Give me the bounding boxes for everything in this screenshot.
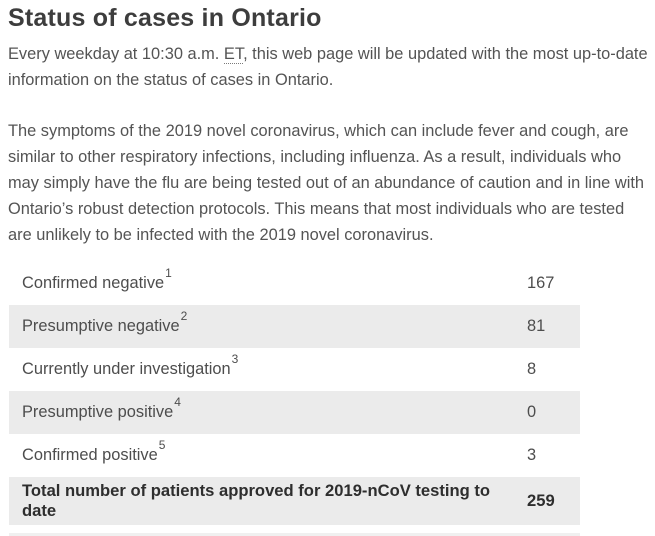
abbr-et: ET xyxy=(223,45,244,63)
total-row xyxy=(9,477,580,525)
intro-paragraph-1 xyxy=(8,41,652,93)
row-value: 0 xyxy=(527,403,537,421)
table-row xyxy=(9,391,580,434)
total-row-value: 259 xyxy=(527,491,555,510)
footnote-link[interactable]: 4 xyxy=(174,394,181,409)
table-row xyxy=(9,262,580,305)
row-label: Confirmed negative$^1$ xyxy=(22,265,172,292)
table-row xyxy=(9,348,580,391)
table-row xyxy=(9,434,580,477)
row-label: Currently under investigation$^3$ xyxy=(22,351,239,378)
footnote-link[interactable]: 5 xyxy=(158,437,166,452)
intro-paragraph-2: The symptoms of the 2019 novel coronavirus, which can include fever and cough, are similar to other respiratory infections, including influenza. As a result, individuals who may simply have the flu are being tested out of an abundance of caution and in line with Ontario’s robust detection protocols. This means that most individuals who are tested are unlikely to be infected with the 2019 novel coronavirus. xyxy=(8,122,645,244)
cases-status-table xyxy=(9,262,580,525)
row-label: Presumptive positive$^4$ xyxy=(22,394,181,421)
intro-paragraph-1-end: , this web page will be updated with the most up-to-date information on the status of cases in Ontario. xyxy=(8,45,648,89)
table-row xyxy=(9,305,580,348)
footnote-link[interactable]: 1 xyxy=(165,265,172,280)
row-label: Confirmed positive$^5$ xyxy=(22,437,166,464)
table-rows xyxy=(9,262,580,477)
footnote-link[interactable]: 3 xyxy=(231,351,239,366)
total-row-label: Total number of patients approved for 2019-nCoV testing to date xyxy=(22,481,491,520)
page-title: Status of cases in Ontario xyxy=(8,4,322,32)
row-value: 167 xyxy=(527,274,555,292)
row-value: 8 xyxy=(527,360,537,378)
row-value: 3 xyxy=(527,446,537,464)
row-value: 81 xyxy=(527,317,546,335)
row-label: Presumptive negative$^2$ xyxy=(22,308,188,335)
intro-paragraph-1-start: Every weekday at 10:30 a.m. xyxy=(8,45,224,63)
footnote-link[interactable]: 2 xyxy=(180,308,188,323)
